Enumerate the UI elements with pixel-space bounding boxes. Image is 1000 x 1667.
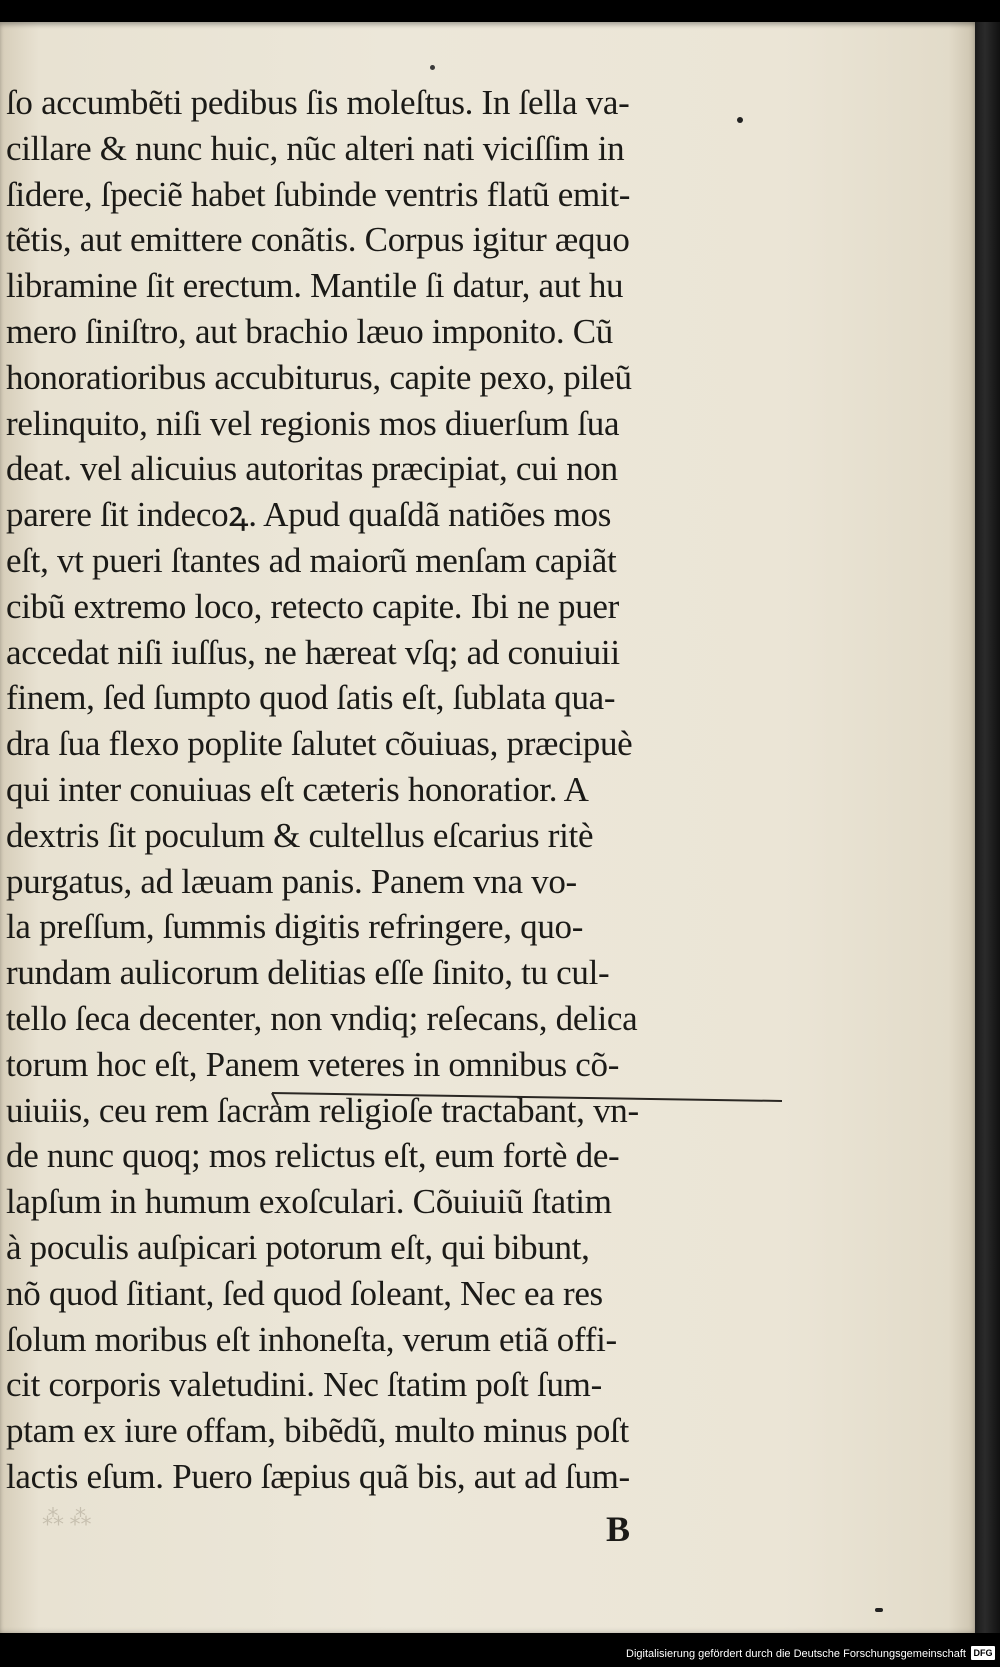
- ink-speck: [737, 117, 743, 123]
- handwritten-underline: [270, 1085, 785, 1107]
- text-line: qui inter conuiuas eſt cæteris honoratior. A: [6, 769, 589, 809]
- ink-speck: [430, 65, 435, 70]
- underline-stroke: [272, 1093, 782, 1101]
- text-line: libramine ſit erectum. Mantile ſi datur, aut hu: [6, 266, 624, 306]
- text-line: nõ quod ſitiant, ſed quod ſoleant, Nec ea res: [6, 1273, 603, 1313]
- text-line: ſolum moribus eſt inhoneſta, verum etiã offi-: [6, 1319, 617, 1359]
- text-line: la preſſum, ſummis digitis refringere, quo-: [6, 907, 584, 947]
- text-line: dextris ſit poculum & cultellus eſcarius ritè: [6, 815, 594, 855]
- text-line: relinquito, niſi vel regionis mos diuerſum ſua: [6, 403, 620, 443]
- text-line: ptam ex iure offam, bibẽdũ, multo minus poſt: [6, 1411, 629, 1451]
- underline-tick: [272, 1093, 278, 1105]
- text-line: ſidere, ſpeciẽ habet ſubinde ventris flatũ emit-: [6, 174, 631, 214]
- text-line: deat. vel alicuius autoritas præcipiat, cui non: [6, 449, 618, 489]
- text-line: tẽtis, aut emittere conãtis. Corpus igitur æquo: [6, 220, 630, 260]
- text-line: lactis eſum. Puero ſæpius quã bis, aut ad ſum-: [6, 1456, 630, 1496]
- text-line: finem, ſed ſumpto quod ſatis eſt, ſublata qua-: [6, 678, 616, 718]
- text-line: torum hoc eſt, Panem veteres in omnibus cõ-: [6, 1044, 620, 1084]
- text-line: uiuiis, ceu rem ſacram religioſe tractabant, vn-: [6, 1090, 639, 1130]
- text-line: lapſum in humum exoſculari. Cõuiuiũ ſtatim: [6, 1182, 612, 1222]
- text-line: cibũ extremo loco, retecto capite. Ibi ne puer: [6, 586, 620, 626]
- text-line: cit corporis valetudini. Nec ſtatim poſt ſum-: [6, 1365, 602, 1405]
- signature-mark: B: [606, 1509, 631, 1549]
- text-line: rundam aulicorum delitias eſſe ſinito, tu cul-: [6, 953, 610, 993]
- text-line: ſo accumbẽti pedibus ſis moleſtus. In ſella va-: [6, 83, 630, 122]
- text-line: accedat niſi iuſſus, ne hæreat vſq; ad conuiuii: [6, 632, 620, 672]
- footer-credit: Digitalisierung gefördert durch die Deutsche Forschungsgemeinschaft: [626, 1648, 966, 1660]
- text-line: tello ſeca decenter, non vndiq; reſecans, delica: [6, 998, 638, 1038]
- text-line: honoratioribus accubiturus, capite pexo, pileũ: [6, 357, 632, 397]
- text-line: parere ſit indecoꝝ. Apud quaſdã natiões mos: [6, 495, 612, 535]
- text-line: mero ſiniſtro, aut brachio læuo imponito. Cũ: [6, 311, 614, 351]
- text-line: à poculis auſpicari potorum eſt, qui bibunt,: [6, 1227, 590, 1267]
- book-page-edge: [975, 22, 1000, 1633]
- text-line: de nunc quoq; mos relictus eſt, eum fortè de-: [6, 1136, 620, 1176]
- text-line: purgatus, ad læuam panis. Panem vna vo-: [6, 861, 577, 901]
- dfg-logo: DFG: [971, 1646, 995, 1660]
- text-block: [6, 80, 746, 1500]
- text-line: eſt, vt pueri ſtantes ad maiorũ menſam capiãt: [6, 540, 617, 580]
- text-line: dra ſua flexo poplite ſalutet cõuiuas, præcipuè: [6, 724, 633, 764]
- ink-speck: [875, 1608, 883, 1612]
- text-line: cillare & nunc huic, nũc alteri nati viciſſim in: [6, 128, 625, 168]
- faint-stamp-mark: ⁂ ⁂: [42, 1505, 92, 1530]
